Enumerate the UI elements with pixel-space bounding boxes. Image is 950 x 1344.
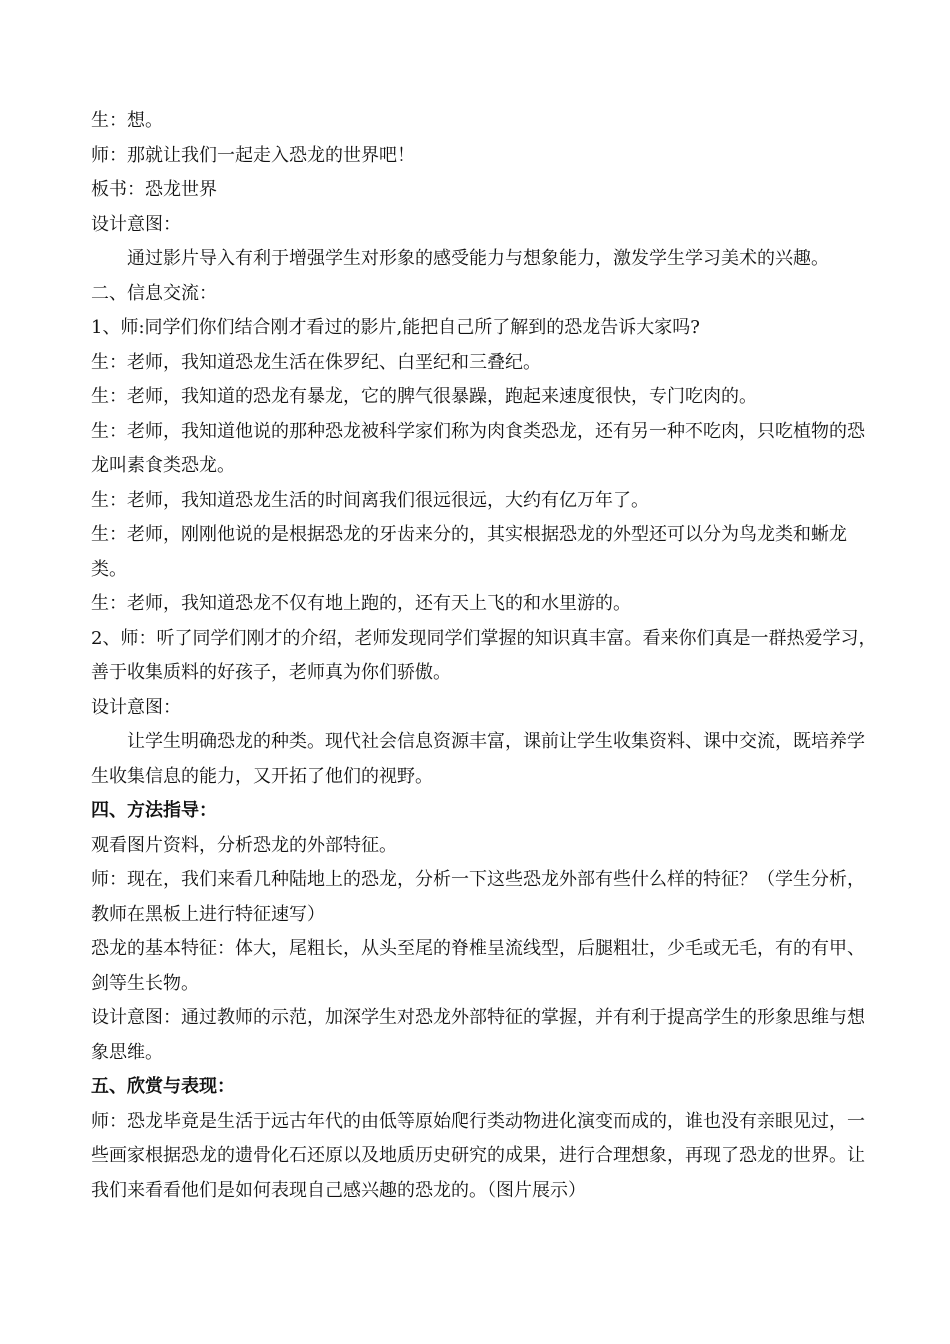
- teacher-line: 师：现在，我们来看几种陆地上的恐龙，分析一下这些恐龙外部有些什么样的特征？（学生分析，教师在黑板上进行特征速写）: [91, 869, 865, 925]
- student-answer: 生：老师，我知道他说的那种恐龙被科学家们称为肉食类恐龙，还有另一种不吃肉，只吃植物的恐龙叫素食类恐龙。: [91, 420, 865, 476]
- design-intent-label: 设计意图：: [91, 696, 181, 718]
- dinosaur-features: 恐龙的基本特征：体大，尾粗长，从头至尾的脊椎呈流线型，后腿粗壮，少毛或无毛，有的有甲、剑等生长物。: [91, 938, 865, 994]
- student-answer: 生：老师，我知道的恐龙有暴龙，它的脾气很暴躁，跑起来速度很快，专门吃肉的。: [91, 386, 757, 407]
- teacher-line: 师：恐龙毕竟是生活于远古年代的由低等原始爬行类动物进化演变而成的，谁也没有亲眼见过，一些画家根据恐龙的遗骨化石还原以及地质历史研究的成果，进行合理想象，再现了恐龙的世界。让我们来看看他们是如何表现自己感兴趣的恐龙的。（图片展示）: [91, 1110, 865, 1201]
- design-intent-text: 通过影片导入有利于增强学生对形象的感受能力与想象能力，激发学生学习美术的兴趣。: [127, 248, 829, 269]
- student-answer: 生：老师，我知道恐龙生活在侏罗纪、白垩纪和三叠纪。: [91, 351, 541, 373]
- section-heading-info-exchange: 二、信息交流：: [91, 282, 217, 304]
- design-intent-text: 让学生明确恐龙的种类。现代社会信息资源丰富，课前让学生收集资料、课中交流，既培养学生收集信息的能力，又开拓了他们的视野。: [91, 731, 865, 787]
- student-answer: 生：老师，我知道恐龙不仅有地上跑的，还有天上飞的和水里游的。: [91, 593, 631, 614]
- document-body: [91, 104, 881, 1208]
- board-writing: 板书：恐龙世界: [91, 179, 217, 200]
- teacher-summary: 2、师：听了同学们刚才的介绍，老师发现同学们掌握的知识真丰富。看来你们真是一群热爱学习，善于收集质料的好孩子，老师真为你们骄傲。: [91, 627, 877, 683]
- method-intro: 观看图片资料，分析恐龙的外部特征。: [91, 834, 397, 856]
- section-heading-method: 四、方法指导：: [91, 800, 217, 821]
- section-heading-appreciation: 五、欣赏与表现：: [91, 1076, 235, 1097]
- student-answer: 生：老师，我知道恐龙生活的时间离我们很远很远，大约有亿万年了。: [91, 489, 649, 511]
- teacher-line: 师：那就让我们一起走入恐龙的世界吧！: [91, 144, 415, 166]
- teacher-question: 1、师:同学们你们结合刚才看过的影片,能把自己所了解到的恐龙告诉大家吗?: [91, 317, 700, 338]
- student-reply: 生：想。: [91, 110, 163, 131]
- student-answer: 生：老师，刚刚他说的是根据恐龙的牙齿来分的，其实根据恐龙的外型还可以分为鸟龙类和蜥龙类。: [91, 524, 847, 580]
- design-intent-label: 设计意图：: [91, 213, 181, 235]
- design-intent-text: 设计意图：通过教师的示范，加深学生对恐龙外部特征的掌握，并有利于提高学生的形象思维与想象思维。: [91, 1007, 865, 1063]
